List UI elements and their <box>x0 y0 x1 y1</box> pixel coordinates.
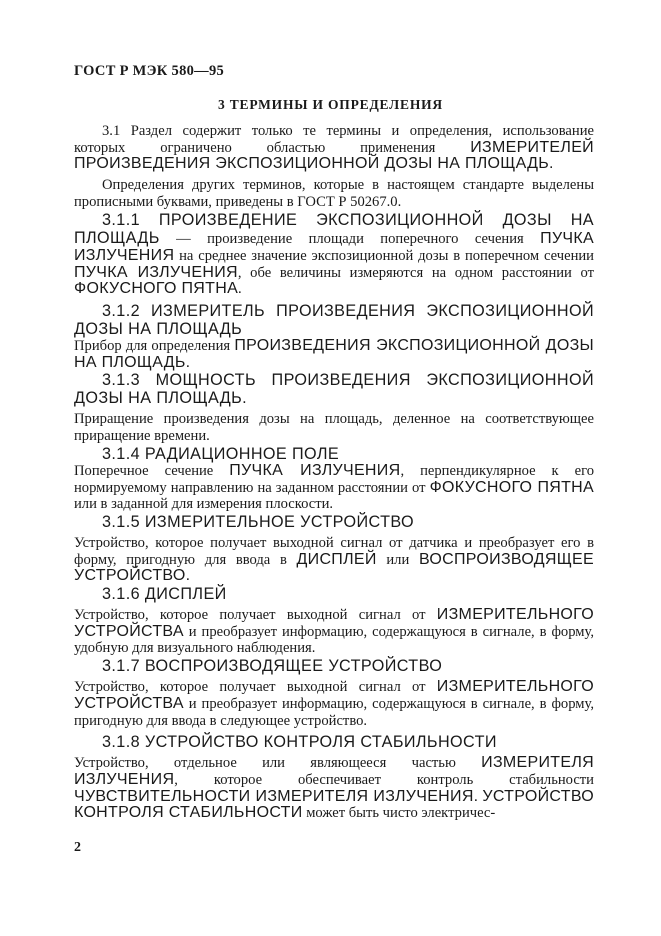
section-title: 3 ТЕРМИНЫ И ОПРЕДЕЛЕНИЯ <box>218 97 443 112</box>
term: ЧУВСТВИТЕЛЬНОСТИ ИЗМЕРИТЕЛЯ ИЗЛУЧЕНИЯ. <box>74 787 479 805</box>
term: ФОКУСНОГО ПЯТНА <box>429 478 595 496</box>
term: ПУЧКА ИЗЛУЧЕНИЯ <box>229 461 401 479</box>
heading-3-1-6: 3.1.6 ДИСПЛЕЙ <box>102 585 227 604</box>
heading-3-1-5: 3.1.5 ИЗМЕРИТЕЛЬНОЕ УСТРОЙСТВО <box>102 512 415 531</box>
p317-text-a: Устройство, которое получает выходной сигнал от <box>74 679 426 696</box>
p315-text-a: Устройство, которое получает выходной сигнал от датчика и преобразует его в форму, пригодную для ввода в <box>74 534 594 568</box>
paragraph-3-1-3: Приращение произведения дозы на площадь, деленное на соответствующее приращение времени. <box>74 411 594 445</box>
p318-text-b: , которое обеспечивает контроль стабильности <box>174 771 594 788</box>
p316-text-b: и преобразует информацию, содержащуюся в сигнале, в форму, удобную для визуального наблюдения. <box>74 623 594 657</box>
p314-text-b: , перпендикулярное к его нормируемому направлению на заданном расстоянии от <box>74 462 595 496</box>
paragraph-3-1-2 <box>74 338 594 371</box>
heading-3-1-8: 3.1.8 УСТРОЙСТВО КОНТРОЛЯ СТАБИЛЬНОСТИ <box>102 733 497 752</box>
paragraph-3-1-8 <box>74 755 594 822</box>
p315-text-b: или <box>376 551 410 568</box>
p311-text-d: . <box>238 281 242 298</box>
paragraph-3-1-5 <box>74 535 594 585</box>
heading-3-1-4: 3.1.4 РАДИАЦИОННОЕ ПОЛЕ <box>102 444 340 463</box>
heading-3-1-2: 3.1.2 ИЗМЕРИТЕЛЬ ПРОИЗВЕДЕНИЯ ЭКСПОЗИЦИОННОЙ ДОЗЫ НА ПЛОЩАДЬ <box>74 302 594 339</box>
p318-text-a: Устройство, отдельное или являющееся частью <box>74 755 456 772</box>
term: ИЗМЕРИТЕЛЬНОГО УСТРОЙСТВА <box>74 678 594 712</box>
p311-text-c: , обе величины измеряются на одном расстоянии от <box>237 264 595 281</box>
p31-text: 3.1 Раздел содержит только те термины и определения, использование которых ограничено областью применения <box>74 123 594 156</box>
p312-text: Прибор для определения <box>74 338 231 355</box>
page-number: 2 <box>74 840 81 855</box>
term: ДИСПЛЕЙ <box>296 550 377 568</box>
term: ИЗМЕРИТЕЛЯ ИЗЛУЧЕНИЯ <box>74 754 594 788</box>
standard-header: ГОСТ Р МЭК 580—95 <box>74 63 225 79</box>
term: ПРОИЗВЕДЕНИЯ ЭКСПОЗИЦИОННОЙ ДОЗЫ НА ПЛОЩАДЬ. <box>74 337 594 371</box>
paragraph-3-1-7 <box>74 679 594 729</box>
paragraph-3-1-6 <box>74 607 594 657</box>
term: ПУЧКА ИЗЛУЧЕНИЯ <box>74 263 238 281</box>
paragraph-3-1 <box>74 123 594 173</box>
paragraph-3-1-1 <box>74 211 594 299</box>
term: УСТРОЙСТВО КОНТРОЛЯ СТАБИЛЬНОСТИ <box>74 787 594 822</box>
p314-text-a: Поперечное сечение <box>74 462 214 479</box>
p318-text-c: может быть чисто электричес- <box>302 805 496 822</box>
document-body <box>74 123 594 822</box>
term-heading: 3.1.1 ПРОИЗВЕДЕНИЕ ЭКСПОЗИЦИОННОЙ ДОЗЫ НА ПЛОЩАДЬ <box>74 210 594 248</box>
term: ВОСПРОИЗВОДЯЩЕЕ УСТРОЙСТВО. <box>74 550 594 585</box>
p311-text-a: — произведение площади поперечного сечения <box>159 231 524 248</box>
heading-3-1-3: 3.1.3 МОЩНОСТЬ ПРОИЗВЕДЕНИЯ ЭКСПОЗИЦИОННОЙ ДОЗЫ НА ПЛОЩАДЬ. <box>74 371 594 408</box>
heading-3-1-7: 3.1.7 ВОСПРОИЗВОДЯЩЕЕ УСТРОЙСТВО <box>102 657 443 676</box>
p317-text-b: и преобразует информацию, содержащуюся в сигнале, в форму, пригодную для ввода в следующее устройство. <box>74 695 594 729</box>
term: ИЗМЕРИТЕЛЬНОГО УСТРОЙСТВА <box>74 606 594 640</box>
paragraph-other-terms: Определения других терминов, которые в настоящем стандарте выделены прописными буквами, приведены в ГОСТ Р 50267.0. <box>74 177 594 210</box>
term: ИЗМЕРИТЕЛЕЙ ПРОИЗВЕДЕНИЯ ЭКСПОЗИЦИОННОЙ ДОЗЫ НА ПЛОЩАДЬ. <box>74 138 594 173</box>
term: ФОКУСНОГО ПЯТНА <box>74 280 239 298</box>
term: ПУЧКА ИЗЛУЧЕНИЯ <box>74 230 594 264</box>
paragraph-3-1-4 <box>74 463 594 513</box>
p316-text-a: Устройство, которое получает выходной сигнал от <box>74 607 426 624</box>
p311-text-b: на среднее значение экспозиционной дозы в поперечном сечении <box>174 247 594 264</box>
p314-text-c: или в заданной для измерения плоскости. <box>74 496 334 513</box>
